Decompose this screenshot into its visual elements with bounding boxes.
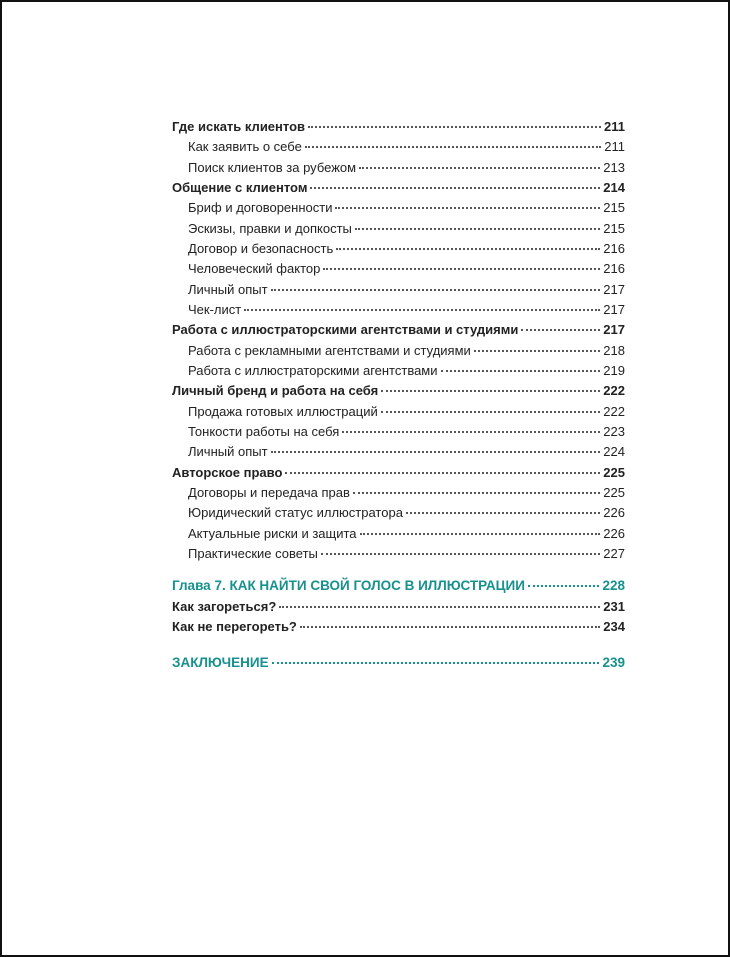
dot-leader: [272, 662, 600, 664]
toc-entry-page: 215: [603, 200, 625, 216]
toc-entry-label: Авторское право: [172, 464, 283, 480]
toc-entry-page: 224: [603, 444, 625, 460]
toc-entry-page: 219: [603, 362, 625, 378]
toc-entry-page: 214: [603, 179, 625, 195]
dot-leader: [244, 309, 600, 311]
dot-leader: [474, 350, 601, 352]
toc-entry-page: 223: [603, 423, 625, 439]
toc-section[interactable]: [172, 465, 625, 485]
toc-subsection[interactable]: [172, 363, 625, 383]
toc-subsection[interactable]: [172, 160, 625, 180]
toc-entry-page: 213: [603, 159, 625, 175]
toc-section[interactable]: [172, 119, 625, 139]
toc-entry-label: Личный бренд и работа на себя: [172, 383, 379, 399]
toc-entry-label: Человеческий фактор: [188, 261, 321, 277]
toc-entry-label: Общение с клиентом: [172, 179, 308, 195]
toc-entry-label: Работа с иллюстраторскими агентствами и студиями: [172, 322, 519, 338]
toc-chapter-7[interactable]: [172, 578, 625, 598]
toc-entry-label: Эскизы, правки и допкосты: [188, 220, 352, 236]
toc-entry-page: 226: [603, 525, 625, 541]
dot-leader: [271, 451, 601, 453]
dot-leader: [321, 553, 600, 555]
dot-leader: [353, 492, 600, 494]
toc-entry-page: 225: [603, 464, 625, 480]
dot-leader: [335, 207, 600, 209]
toc-entry-label: Тонкости работы на себя: [188, 423, 340, 439]
toc-subsection[interactable]: [172, 241, 625, 261]
toc-subsection[interactable]: [172, 302, 625, 322]
dot-leader: [271, 289, 601, 291]
toc-conclusion[interactable]: [172, 655, 625, 675]
toc-entry-label: Продажа готовых иллюстраций: [188, 403, 378, 419]
toc-entry-label: Чек-лист: [188, 301, 242, 317]
toc-subsection[interactable]: [172, 444, 625, 464]
toc-entry-page: 227: [603, 545, 625, 561]
toc-entry-page: 234: [603, 618, 625, 634]
dot-leader: [355, 228, 600, 230]
toc-entry-label: Договоры и передача прав: [188, 484, 350, 500]
toc-entry-label: Как не перегореть?: [172, 618, 297, 634]
dot-leader: [308, 126, 601, 128]
toc-entry-page: 222: [603, 383, 625, 399]
toc-entry-page: 211: [604, 139, 625, 155]
toc-subsection[interactable]: [172, 282, 625, 302]
toc-entry-label: Как заявить о себе: [188, 139, 302, 155]
toc-entry-label: Юридический статус иллюстратора: [188, 505, 403, 521]
table-of-contents: [172, 119, 625, 676]
toc-entry-page: 218: [603, 342, 625, 358]
toc-entry-page: 231: [603, 598, 625, 614]
dot-leader: [381, 390, 600, 392]
dot-leader: [279, 606, 600, 608]
toc-entry-label: Актуальные риски и защита: [188, 525, 357, 541]
toc-entry-label: Договор и безопасность: [188, 240, 334, 256]
dot-leader: [406, 512, 600, 514]
toc-entry-label: Как загореться?: [172, 598, 277, 614]
dot-leader: [310, 187, 600, 189]
dot-leader: [342, 431, 600, 433]
toc-subsection[interactable]: [172, 526, 625, 546]
toc-entry-label: Личный опыт: [188, 444, 268, 460]
toc-entry-page: 228: [602, 578, 625, 594]
toc-entry-page: 216: [603, 240, 625, 256]
dot-leader: [360, 533, 601, 535]
toc-entry-page: 226: [603, 505, 625, 521]
toc-entry-label: Бриф и договоренности: [188, 200, 333, 216]
dot-leader: [441, 370, 601, 372]
toc-subsection[interactable]: [172, 139, 625, 159]
toc-entry-page: 225: [603, 484, 625, 500]
toc-entry-label: Работа с рекламными агентствами и студиями: [188, 342, 471, 358]
dot-leader: [305, 146, 601, 148]
toc-entry-label: Личный опыт: [188, 281, 268, 297]
dot-leader: [359, 167, 600, 169]
toc-entry-label: Работа с иллюстраторскими агентствами: [188, 362, 438, 378]
toc-section[interactable]: [172, 383, 625, 403]
toc-subsection[interactable]: [172, 505, 625, 525]
toc-entry-label: Глава 7. КАК НАЙТИ СВОЙ ГОЛОС В ИЛЛЮСТРАЦИИ: [172, 578, 525, 594]
toc-entry-page: 211: [604, 119, 625, 134]
toc-section[interactable]: [172, 180, 625, 200]
toc-subsection[interactable]: [172, 221, 625, 241]
dot-leader: [336, 248, 600, 250]
toc-entry-page: 222: [603, 403, 625, 419]
toc-entry-page: 217: [603, 281, 625, 297]
dot-leader: [521, 329, 600, 331]
toc-entry[interactable]: [172, 619, 625, 639]
toc-entry-label: Практические советы: [188, 545, 318, 561]
toc-entry-label: ЗАКЛЮЧЕНИЕ: [172, 655, 269, 671]
dot-leader: [381, 411, 601, 413]
toc-entry[interactable]: [172, 599, 625, 619]
toc-subsection[interactable]: [172, 200, 625, 220]
toc-entry-page: 216: [603, 261, 625, 277]
toc-entry-page: 217: [603, 322, 625, 338]
dot-leader: [528, 585, 600, 587]
dot-leader: [300, 626, 600, 628]
toc-subsection[interactable]: [172, 343, 625, 363]
toc-entry-page: 217: [603, 301, 625, 317]
toc-subsection[interactable]: [172, 261, 625, 281]
toc-entry-label: Где искать клиентов: [172, 119, 306, 134]
toc-section[interactable]: [172, 322, 625, 342]
dot-leader: [285, 472, 600, 474]
toc-subsection[interactable]: [172, 424, 625, 444]
toc-subsection[interactable]: [172, 404, 625, 424]
toc-subsection[interactable]: [172, 485, 625, 505]
dot-leader: [323, 268, 600, 270]
toc-entry-page: 215: [603, 220, 625, 236]
toc-entry-page: 239: [602, 655, 625, 671]
toc-entry-label: Поиск клиентов за рубежом: [188, 159, 357, 175]
toc-subsection[interactable]: [172, 546, 625, 566]
